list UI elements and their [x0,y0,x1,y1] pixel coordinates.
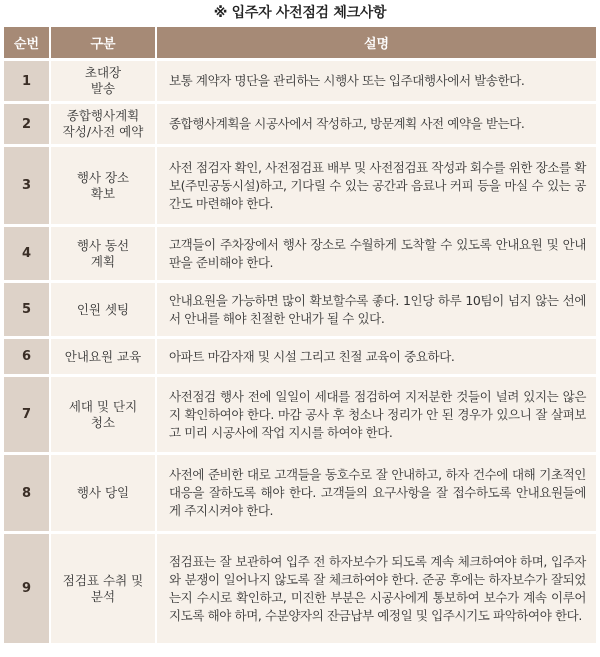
row-description: 사전점검 행사 전에 일일이 세대를 점검하여 지저분한 것들이 널려 있지는 않은지 확인하여야 한다. 마감 공사 후 청소나 정리가 안 된 경우가 있으니 잘 살펴보고 미리 시공사에 작업 지시를 하여야 한다. [157,374,596,452]
table-row [4,58,596,101]
row-description: 안내요원을 가능하면 많이 확보할수록 좋다. 1인당 하루 10팀이 넘지 않는 선에서 안내를 해야 친절한 안내가 될 수 있다. [157,280,596,336]
row-num: 4 [4,224,51,280]
row-description: 종합행사계획을 시공사에서 작성하고, 방문계획 사전 예약을 받는다. [157,101,596,144]
table-row [4,336,596,374]
row-category: 초대장 발송 [51,58,157,101]
row-category: 세대 및 단지 청소 [51,374,157,452]
row-category: 안내요원 교육 [51,336,157,374]
row-num: 2 [4,101,51,144]
header-num: 순번 [4,27,51,58]
row-category: 행사 당일 [51,452,157,531]
row-description: 고객들이 주차장에서 행사 장소로 수월하게 도착할 수 있도록 안내요원 및 안내판을 준비해야 한다. [157,224,596,280]
header-category: 구분 [51,27,157,58]
row-description: 사전 점검자 확인, 사전점검표 배부 및 사전점검표 작성과 회수를 위한 장소를 확보(주민공동시설)하고, 기다릴 수 있는 공간과 음료나 커피 등을 마실 수 있는 공간도 마련해야 한다. [157,144,596,224]
row-category: 행사 동선 계획 [51,224,157,280]
row-category: 종합행사계획 작성/사전 예약 [51,101,157,144]
checklist-table [4,27,596,643]
row-num: 9 [4,531,51,643]
table-header-row [4,27,596,58]
row-description: 사전에 준비한 대로 고객들을 동호수로 잘 안내하고, 하자 건수에 대해 기초적인 대응을 잘하도록 해야 한다. 고객들의 요구사항을 잘 접수하도록 안내요원들에게 주지시켜야 한다. [157,452,596,531]
row-num: 6 [4,336,51,374]
page-title: ※ 입주자 사전점검 체크사항 [213,5,387,21]
table-row [4,224,596,280]
row-description: 보통 계약자 명단을 관리하는 시행사 또는 입주대행사에서 발송한다. [157,58,596,101]
row-num: 1 [4,58,51,101]
row-description: 점검표는 잘 보관하여 입주 전 하자보수가 되도록 계속 체크하여야 하며, 입주자와 분쟁이 일어나지 않도록 잘 체크하여야 한다. 준공 후에는 하자보수가 잘되었는지 수시로 확인하고, 미진한 부분은 시공사에게 통보하여 보수가 계속 이루어지도록 해야 하며, 수분양자의 잔금납부 예정일 및 입주시기도 파악하여야 한다. [157,531,596,643]
row-category: 행사 장소 확보 [51,144,157,224]
row-description: 아파트 마감자재 및 시설 그리고 친절 교육이 중요하다. [157,336,596,374]
row-category: 점검표 수취 및 분석 [51,531,157,643]
row-category: 인원 셋팅 [51,280,157,336]
header-description: 설명 [157,27,596,58]
row-num: 3 [4,144,51,224]
table-row [4,144,596,224]
row-num: 7 [4,374,51,452]
row-num: 5 [4,280,51,336]
row-num: 8 [4,452,51,531]
table-row [4,452,596,531]
table-row [4,531,596,643]
table-row [4,101,596,144]
table-row [4,374,596,452]
table-row [4,280,596,336]
